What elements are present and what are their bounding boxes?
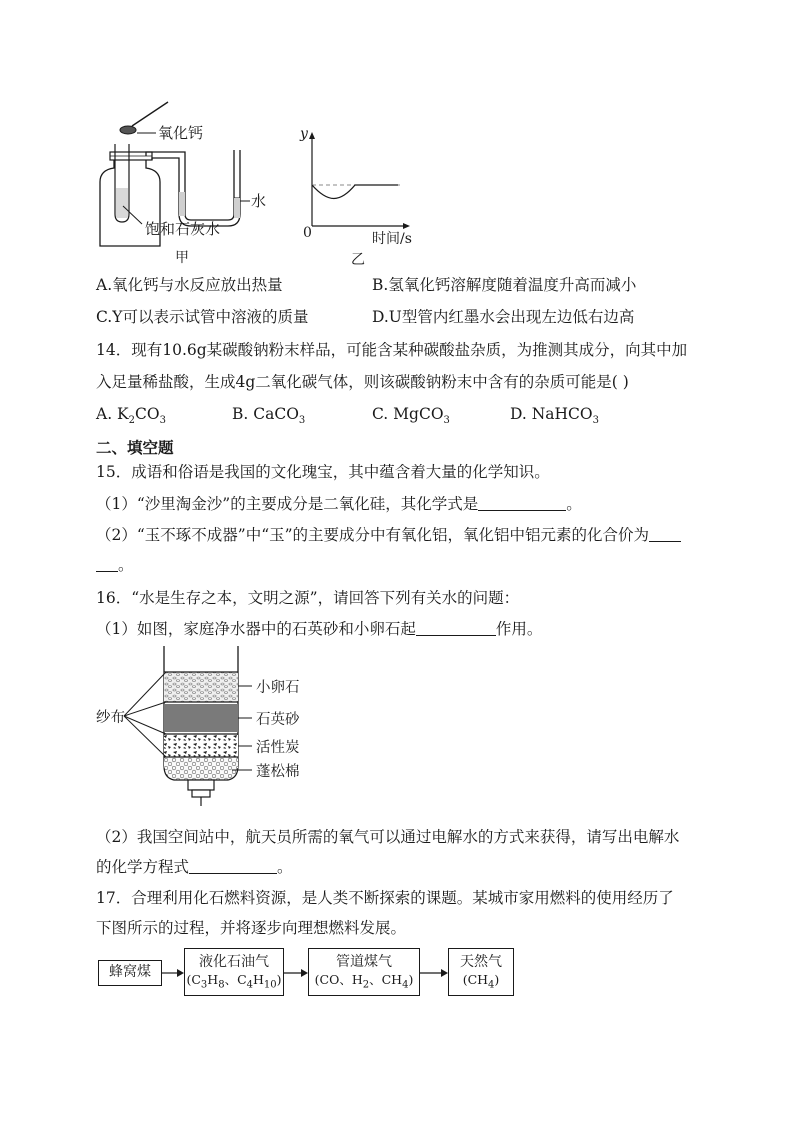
q14-stem-line2: 入足量稀盐酸，生成4g二氧化碳气体，则该碳酸钠粉末中含有的杂质可能是( ): [96, 373, 629, 391]
q15-part1: （1）“沙里淘金沙”的主要成分是二氧化硅，其化学式是 。: [96, 495, 582, 513]
flow-box-natural-gas: 天然气 $(CH_4)$: [448, 948, 514, 996]
q14-stem-line1: 14．现有10.6g某碳酸钠粉末样品，可能含某种碳酸盐杂质，为推测其成分，向其中加: [96, 341, 688, 359]
arrow-right-icon: [162, 969, 184, 977]
q16-part2-line2: 的化学方程式 。: [96, 858, 293, 876]
q13-option-c: C.Y可以表示试管中溶液的质量: [96, 308, 309, 326]
filter-label-pebble: 小卵石: [256, 680, 300, 696]
q15-answer-blank-1: [478, 494, 566, 511]
q16-answer-blank-1: [416, 619, 496, 636]
q15-stem: 15．成语和俗语是我国的文化瑰宝，其中蕴含着大量的化学知识。: [96, 463, 550, 481]
q16-stem: 16．“水是生存之本，文明之源”，请回答下列有关水的问题：: [96, 589, 520, 607]
graph-origin: 0: [303, 225, 312, 241]
filter-label-cotton: 蓬松棉: [256, 764, 300, 780]
q14-option-b: B. CaCO$_3$: [232, 405, 306, 427]
arrow-right-icon: [284, 969, 308, 977]
q17-stem-line2: 下图所示的过程，并将逐步向理想燃料发展。: [96, 919, 407, 937]
q16-answer-blank-2: [189, 857, 277, 874]
water-filter-figure: [92, 646, 302, 812]
natural-gas-formula: $(CH_4)$: [462, 972, 500, 991]
arrow-right-icon: [420, 969, 448, 977]
pipeline-gas-formula: (CO、$H_2$、$CH_4$): [314, 972, 414, 991]
caption-jia: 甲: [175, 250, 189, 266]
graph-figure: [300, 128, 410, 238]
section-title: 二、填空题: [96, 439, 174, 457]
q15-part2-cont: 。: [96, 554, 134, 576]
filter-label-sand: 石英砂: [256, 712, 300, 728]
graph-axis-x: 时间/s: [372, 231, 412, 247]
q13-option-a: A.氧化钙与水反应放出热量: [96, 276, 283, 294]
q13-option-b: B.氢氧化钙溶解度随着温度升高而减小: [372, 276, 637, 294]
flow-box-pipeline-gas: 管道煤气 (CO、$H_2$、$CH_4$): [308, 948, 420, 996]
label-lime-water: 饱和石灰水: [145, 220, 221, 238]
filter-label-carbon: 活性炭: [256, 740, 300, 756]
flow-arrows: [162, 964, 452, 984]
lpg-formula: ($C_3H_8$、$C_4H_{10}$): [186, 972, 282, 991]
flow-box-honeycomb-coal: 蜂窝煤: [98, 960, 162, 986]
q13-option-d: D.U型管内红墨水会出现左边低右边高: [372, 308, 635, 326]
q17-stem-line1: 17．合理利用化石燃料资源，是人类不断探索的课题。某城市家用燃料的使用经历了: [96, 889, 674, 907]
label-calcium-oxide: 氧化钙: [158, 124, 204, 142]
q14-option-c: C. MgCO$_3$: [372, 405, 450, 427]
caption-yi: 乙: [351, 252, 365, 268]
q14-option-a: A. $K_2CO_3$: [96, 405, 166, 427]
filter-label-gauze: 纱布: [96, 710, 125, 726]
q15-part2: （2）“玉不琢不成器”中“玉”的主要成分中有氧化铝，氧化铝中铝元素的化合价为: [96, 524, 681, 546]
q16-part2-line1: （2）我国空间站中，航天员所需的氧气可以通过电解水的方式来获得，请写出电解水: [96, 828, 680, 846]
q15-answer-blank-2b: [96, 555, 118, 572]
flow-box-lpg: 液化石油气 ($C_3H_8$、$C_4H_{10}$): [184, 948, 284, 996]
label-water: 水: [251, 192, 267, 210]
graph-axis-y: y: [300, 126, 308, 142]
q14-option-d: D. NaHCO$_3$: [510, 405, 599, 427]
q16-part1: （1）如图，家庭净水器中的石英砂和小卵石起 作用。: [96, 620, 543, 638]
q15-answer-blank-2a: [649, 525, 681, 542]
